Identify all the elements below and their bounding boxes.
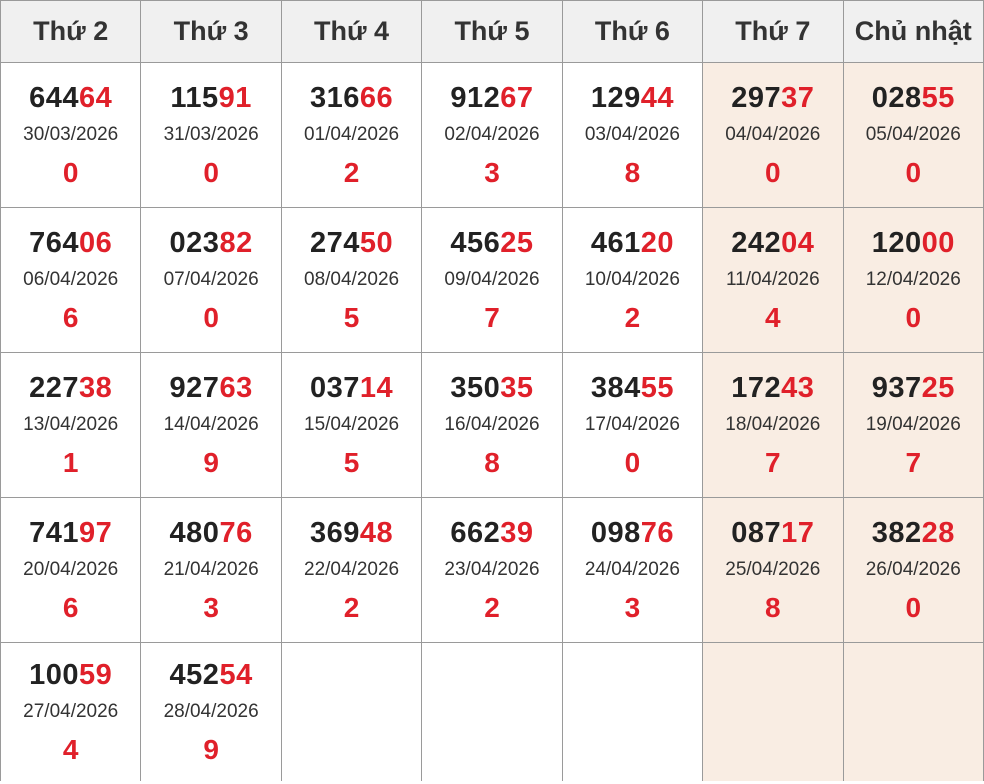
result-number-head: 452	[169, 659, 220, 691]
result-cell-content	[703, 516, 842, 624]
empty-cell	[703, 643, 843, 782]
result-cell	[562, 63, 702, 208]
result-cell-content	[563, 516, 702, 624]
result-sum: 6	[62, 302, 79, 333]
result-number-tail: 55	[921, 82, 955, 114]
result-number-tail: 91	[218, 82, 252, 114]
header-thursday: Thứ 5	[422, 1, 562, 63]
weekday-header-row	[1, 1, 984, 63]
result-number-tail: 76	[219, 517, 253, 549]
result-number-tail: 14	[359, 372, 394, 404]
result-cell	[703, 208, 843, 353]
result-sum: 0	[765, 157, 781, 188]
result-number	[591, 371, 674, 405]
result-number	[591, 226, 674, 260]
result-sum: 0	[203, 157, 219, 188]
result-number	[731, 516, 814, 550]
result-cell-content	[703, 371, 842, 479]
header-wednesday: Thứ 4	[281, 1, 421, 63]
result-sum: 7	[484, 302, 500, 333]
result-cell-content	[422, 81, 561, 189]
result-number	[450, 371, 533, 405]
result-cell	[703, 63, 843, 208]
header-sunday: Chủ nhật	[843, 1, 983, 63]
result-number-head: 297	[731, 82, 782, 114]
calendar-week-row	[1, 643, 984, 782]
result-date: 10/04/2026	[584, 269, 680, 290]
result-number-tail: 43	[781, 372, 815, 404]
result-cell-content	[282, 516, 421, 624]
result-cell	[843, 353, 983, 498]
result-number	[29, 371, 112, 405]
result-number-head: 937	[871, 372, 922, 404]
empty-cell	[281, 643, 421, 782]
result-cell	[843, 498, 983, 643]
result-number-head: 129	[590, 82, 641, 114]
result-date: 12/04/2026	[865, 269, 961, 290]
result-number-head: 741	[29, 517, 80, 549]
result-sum: 0	[624, 447, 641, 478]
result-cell-content	[563, 371, 702, 479]
result-date: 23/04/2026	[444, 559, 540, 580]
result-number-head: 912	[450, 82, 501, 114]
result-date: 22/04/2026	[304, 559, 400, 580]
result-cell-content	[141, 658, 280, 766]
empty-cell	[843, 643, 983, 782]
result-sum: 8	[765, 592, 781, 623]
result-date: 19/04/2026	[865, 414, 961, 435]
result-cell-content	[1, 371, 140, 479]
result-number	[310, 371, 393, 405]
result-cell	[562, 208, 702, 353]
result-sum: 2	[343, 157, 360, 188]
header-saturday: Thứ 7	[703, 1, 843, 63]
header-friday: Thứ 6	[562, 1, 702, 63]
result-number	[872, 81, 955, 115]
result-number-head: 456	[450, 227, 501, 259]
result-number-tail: 28	[921, 517, 955, 549]
result-sum: 8	[624, 157, 641, 188]
result-sum: 0	[905, 302, 922, 333]
result-date: 05/04/2026	[865, 124, 961, 145]
result-cell	[141, 208, 281, 353]
result-cell-content	[1, 226, 140, 334]
calendar-week-row	[1, 353, 984, 498]
result-sum: 0	[905, 157, 922, 188]
result-cell	[843, 208, 983, 353]
result-number	[731, 371, 814, 405]
result-number-head: 480	[169, 517, 220, 549]
result-number-tail: 06	[79, 227, 113, 259]
result-cell	[843, 63, 983, 208]
result-cell-content	[141, 516, 280, 624]
result-number-head: 028	[871, 82, 922, 114]
result-number-head: 369	[309, 517, 360, 549]
result-cell-content	[282, 226, 421, 334]
result-number	[450, 516, 533, 550]
result-sum: 7	[765, 447, 781, 478]
result-date: 03/04/2026	[584, 124, 680, 145]
result-number-tail: 55	[640, 372, 674, 404]
result-number-head: 242	[731, 227, 782, 259]
result-cell	[422, 208, 562, 353]
result-cell	[422, 353, 562, 498]
result-cell-content	[563, 226, 702, 334]
result-cell	[141, 353, 281, 498]
result-cell	[1, 208, 141, 353]
result-sum: 4	[765, 302, 781, 333]
result-cell-content	[422, 516, 561, 624]
result-cell-content	[844, 516, 983, 624]
result-date: 01/04/2026	[304, 124, 400, 145]
result-number-tail: 44	[640, 82, 674, 114]
result-cell	[703, 353, 843, 498]
result-cell-content	[141, 81, 280, 189]
result-number	[170, 371, 253, 405]
result-number-tail: 37	[781, 82, 815, 114]
result-date: 15/04/2026	[304, 414, 400, 435]
result-number-head: 764	[29, 227, 80, 259]
result-sum: 3	[484, 157, 500, 188]
result-cell-content	[141, 226, 280, 334]
result-cell	[1, 643, 141, 782]
result-sum: 8	[484, 447, 500, 478]
result-date: 18/04/2026	[725, 414, 821, 435]
result-number-head: 037	[309, 372, 360, 404]
result-sum: 4	[62, 734, 79, 765]
result-number-head: 350	[450, 372, 501, 404]
result-cell	[141, 498, 281, 643]
result-number-head: 384	[590, 372, 641, 404]
result-number	[872, 226, 955, 260]
result-date: 04/04/2026	[725, 124, 821, 145]
result-number-head: 098	[590, 517, 641, 549]
result-number-head: 461	[590, 227, 641, 259]
result-cell	[703, 498, 843, 643]
result-number-tail: 67	[500, 82, 534, 114]
result-number-head: 100	[29, 659, 80, 691]
calendar-week-row	[1, 498, 984, 643]
result-number-tail: 17	[781, 517, 815, 549]
result-cell	[141, 63, 281, 208]
calendar-body	[1, 63, 984, 782]
result-cell	[141, 643, 281, 782]
result-number	[591, 81, 674, 115]
result-cell	[281, 208, 421, 353]
result-cell	[281, 63, 421, 208]
result-date: 21/04/2026	[163, 559, 259, 580]
result-number-tail: 76	[640, 517, 674, 549]
result-sum: 6	[62, 592, 79, 623]
result-cell-content	[422, 226, 561, 334]
result-date: 25/04/2026	[725, 559, 821, 580]
result-date: 31/03/2026	[163, 124, 259, 145]
result-sum: 5	[343, 302, 360, 333]
result-cell-content	[703, 81, 842, 189]
result-number	[310, 516, 393, 550]
empty-cell	[562, 643, 702, 782]
result-number	[872, 371, 955, 405]
result-number-tail: 39	[500, 517, 534, 549]
result-sum: 9	[203, 447, 219, 478]
result-number-tail: 38	[79, 372, 113, 404]
result-number	[29, 516, 112, 550]
result-number	[310, 226, 393, 260]
result-date: 16/04/2026	[444, 414, 540, 435]
result-number	[450, 226, 533, 260]
result-number-head: 382	[871, 517, 922, 549]
result-number-tail: 35	[500, 372, 534, 404]
result-cell-content	[1, 658, 140, 766]
result-number-tail: 50	[359, 227, 394, 259]
result-sum: 0	[905, 592, 922, 623]
result-sum: 0	[62, 157, 79, 188]
result-cell	[422, 498, 562, 643]
result-number-tail: 48	[359, 517, 394, 549]
result-number-head: 115	[170, 82, 219, 114]
result-date: 08/04/2026	[304, 269, 400, 290]
result-cell	[562, 353, 702, 498]
result-number-head: 662	[450, 517, 501, 549]
result-number	[731, 81, 814, 115]
result-number-head: 274	[309, 227, 360, 259]
result-number-tail: 54	[219, 659, 253, 691]
result-number-head: 172	[731, 372, 782, 404]
result-number-head: 227	[29, 372, 80, 404]
result-number	[310, 81, 393, 115]
result-number-tail: 64	[79, 82, 113, 114]
result-number	[29, 658, 112, 692]
result-number	[872, 516, 955, 550]
empty-cell	[422, 643, 562, 782]
result-number-tail: 97	[79, 517, 113, 549]
result-number-head: 120	[871, 227, 922, 259]
result-cell-content	[844, 81, 983, 189]
result-number-tail: 25	[921, 372, 955, 404]
result-sum: 1	[62, 447, 79, 478]
result-cell	[281, 353, 421, 498]
result-cell	[1, 498, 141, 643]
result-number-tail: 66	[359, 82, 394, 114]
result-date: 02/04/2026	[444, 124, 540, 145]
result-date: 28/04/2026	[163, 701, 259, 722]
result-number-tail: 20	[640, 227, 674, 259]
result-number	[170, 226, 253, 260]
result-number	[170, 516, 253, 550]
result-date: 27/04/2026	[23, 701, 119, 722]
result-cell	[1, 63, 141, 208]
result-number-head: 087	[731, 517, 782, 549]
header-monday: Thứ 2	[1, 1, 141, 63]
result-date: 07/04/2026	[163, 269, 259, 290]
result-number-tail: 82	[219, 227, 253, 259]
result-cell	[281, 498, 421, 643]
result-cell-content	[422, 371, 561, 479]
result-number-tail: 59	[79, 659, 113, 691]
result-cell-content	[844, 371, 983, 479]
result-sum: 2	[484, 592, 500, 623]
result-cell-content	[141, 371, 280, 479]
result-date: 09/04/2026	[444, 269, 540, 290]
result-date: 06/04/2026	[23, 269, 119, 290]
calendar-week-row	[1, 208, 984, 353]
result-number	[450, 81, 533, 115]
result-number	[731, 226, 814, 260]
result-sum: 7	[905, 447, 922, 478]
result-number-tail: 25	[500, 227, 534, 259]
result-cell-content	[563, 81, 702, 189]
result-number	[170, 81, 252, 115]
result-number-head: 316	[309, 82, 360, 114]
result-date: 14/04/2026	[163, 414, 259, 435]
result-number	[591, 516, 674, 550]
result-number-tail: 63	[219, 372, 253, 404]
result-cell-content	[282, 81, 421, 189]
result-number-tail: 04	[781, 227, 815, 259]
result-number	[29, 81, 112, 115]
result-date: 26/04/2026	[865, 559, 961, 580]
result-date: 17/04/2026	[584, 414, 680, 435]
result-number	[29, 226, 112, 260]
calendar-week-row	[1, 63, 984, 208]
result-cell-content	[282, 371, 421, 479]
result-cell	[422, 63, 562, 208]
result-sum: 3	[624, 592, 641, 623]
result-cell-content	[844, 226, 983, 334]
result-number-head: 023	[169, 227, 220, 259]
result-number	[170, 658, 253, 692]
result-sum: 3	[203, 592, 219, 623]
result-sum: 2	[624, 302, 641, 333]
result-number-head: 927	[169, 372, 220, 404]
result-date: 30/03/2026	[23, 124, 119, 145]
result-cell	[1, 353, 141, 498]
result-sum: 0	[203, 302, 219, 333]
result-number-head: 644	[29, 82, 80, 114]
result-sum: 9	[203, 734, 219, 765]
result-cell-content	[1, 516, 140, 624]
result-number-tail: 00	[921, 227, 955, 259]
result-date: 13/04/2026	[23, 414, 119, 435]
result-date: 20/04/2026	[23, 559, 119, 580]
result-cell-content	[1, 81, 140, 189]
result-date: 24/04/2026	[584, 559, 680, 580]
result-sum: 5	[343, 447, 360, 478]
result-cell-content	[703, 226, 842, 334]
header-tuesday: Thứ 3	[141, 1, 281, 63]
result-date: 11/04/2026	[725, 269, 820, 290]
result-cell	[562, 498, 702, 643]
result-sum: 2	[343, 592, 360, 623]
